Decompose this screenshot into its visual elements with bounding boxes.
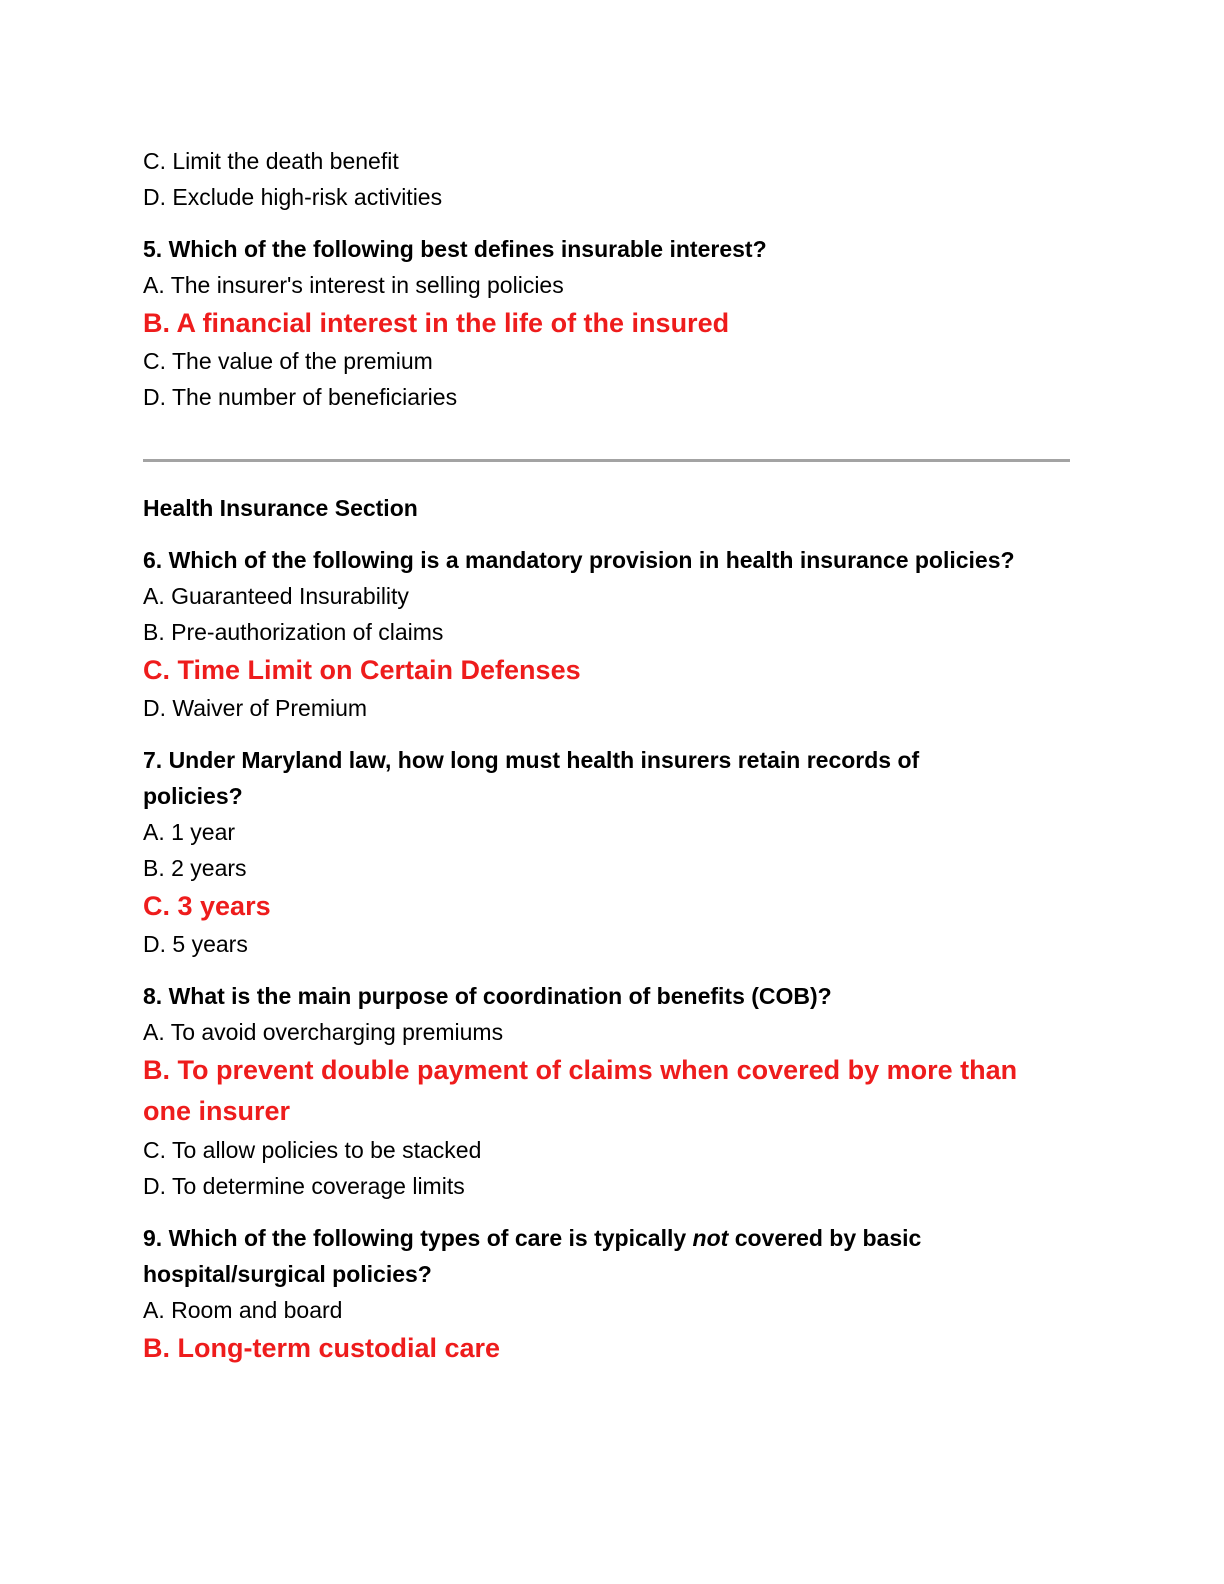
q9-question-pre: 9. Which of the following types of care is typically — [143, 1225, 693, 1251]
q9-question-post: covered by basic hospital/surgical policies? — [143, 1225, 922, 1287]
q6-option-a: A. Guaranteed Insurability — [143, 583, 409, 609]
q8-option-c: C. To allow policies to be stacked — [143, 1137, 482, 1163]
q8-option-a: A. To avoid overcharging premiums — [143, 1019, 504, 1045]
q8-option-d: D. To determine coverage limits — [143, 1173, 465, 1199]
section-title: Health Insurance Section — [143, 495, 418, 521]
q5-option-a: A. The insurer's interest in selling policies — [143, 272, 564, 298]
q7-option-c-correct: C. 3 years — [143, 891, 271, 921]
q6-option-d: D. Waiver of Premium — [143, 695, 368, 721]
q7-option-d: D. 5 years — [143, 931, 248, 957]
q5-question: 5. Which of the following best defines insurable interest? — [143, 236, 767, 262]
q7-option-a: A. 1 year — [143, 819, 236, 845]
q5-option-d: D. The number of beneficiaries — [143, 384, 458, 410]
q9-option-a: A. Room and board — [143, 1297, 343, 1323]
q7-question: 7. Under Maryland law, how long must health insurers retain records of policies? — [143, 747, 920, 809]
q8-option-b-correct: B. To prevent double payment of claims when covered by more than one insurer — [143, 1055, 1018, 1126]
q4-option-c: C. Limit the death benefit — [143, 148, 399, 174]
q5-option-b-correct: B. A financial interest in the life of the insured — [143, 308, 730, 338]
q4-option-d: D. Exclude high-risk activities — [143, 184, 443, 210]
q9-option-b-correct: B. Long-term custodial care — [143, 1333, 501, 1363]
section-divider — [143, 459, 1070, 462]
q9-question-emphasis: not — [692, 1225, 729, 1251]
q6-option-b: B. Pre-authorization of claims — [143, 619, 444, 645]
q6-question: 6. Which of the following is a mandatory provision in health insurance policies? — [143, 547, 1015, 573]
q6-option-c-correct: C. Time Limit on Certain Defenses — [143, 655, 581, 685]
q9-question — [143, 1220, 973, 1292]
q8-question: 8. What is the main purpose of coordination of benefits (COB)? — [143, 983, 832, 1009]
q7-option-b: B. 2 years — [143, 855, 247, 881]
q5-option-c: C. The value of the premium — [143, 348, 433, 374]
document-page — [143, 143, 1073, 1368]
